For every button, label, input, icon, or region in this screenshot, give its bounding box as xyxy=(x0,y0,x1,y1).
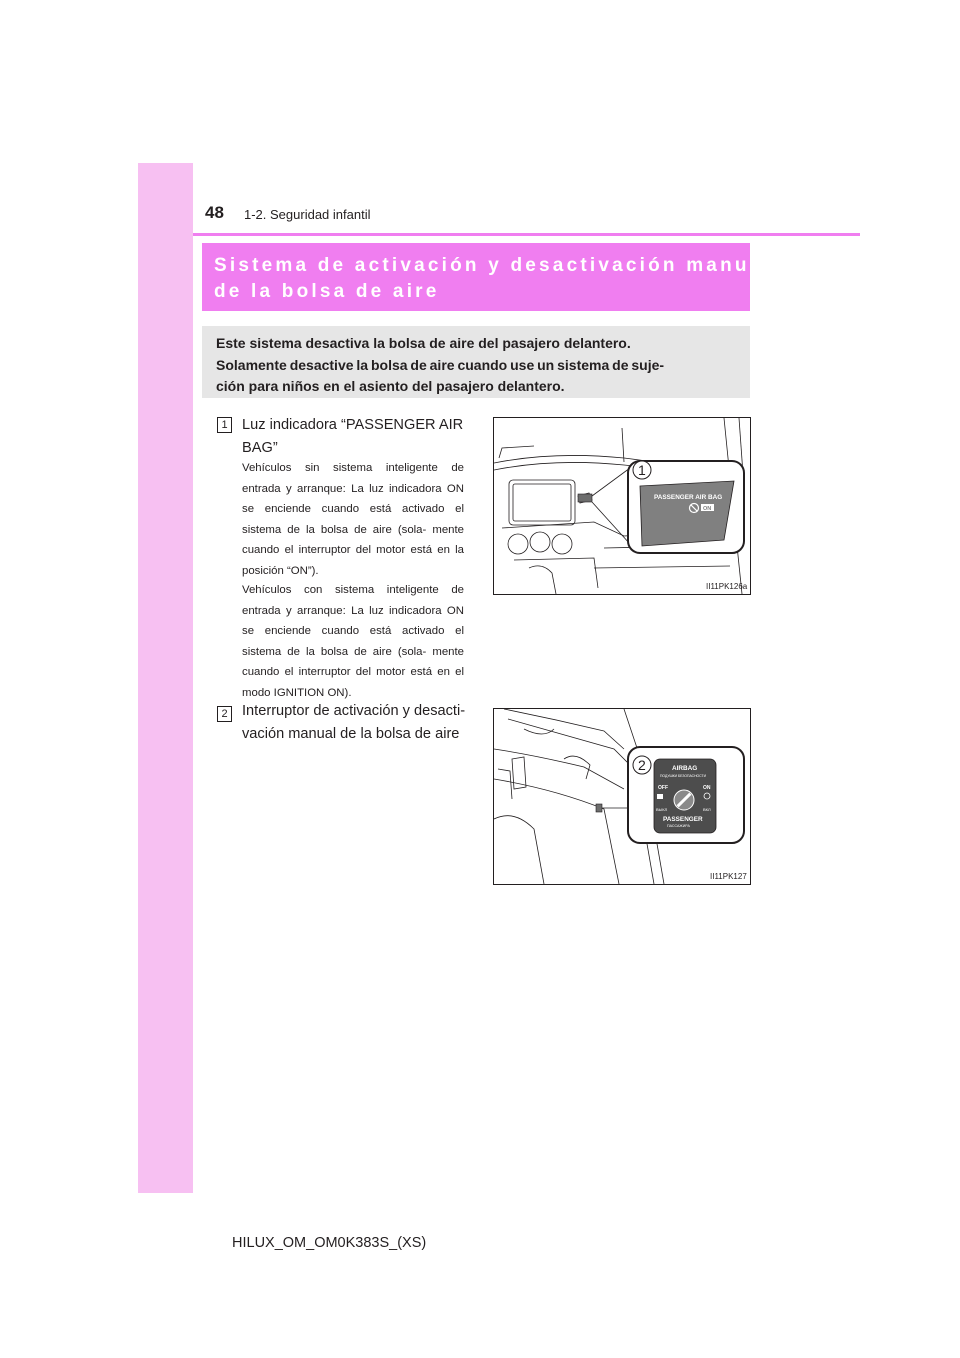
page-number: 48 xyxy=(205,203,224,222)
item-paragraph: Vehículos con sistema inteligente de entrada y arranque: La luz indicadora ON se enciende cuando está activado el sistema de la bolsa de aire (sola- mente cuando el interruptor del motor está en el modo IGNITION ON). xyxy=(242,584,464,699)
figure-code: II11PK127 xyxy=(710,872,747,881)
figure-code: II11PK126a xyxy=(706,582,748,591)
item-paragraph: Vehículos sin sistema inteligente de entrada y arranque: La luz indicadora ON se enciende cuando está activado el sistema de la bolsa de aire (sola- mente cuando el interruptor del motor está en la posición “ON”). xyxy=(242,462,464,577)
heading-line-2: de la bolsa de aire xyxy=(214,281,440,302)
intro-line-3: ción para niños en el asiento del pasajero delantero. xyxy=(216,378,565,394)
switch-passenger-ru-label: ПАССАЖИРА xyxy=(667,824,690,828)
item-title-line-2: BAG” xyxy=(242,440,278,456)
glovebox-drawing xyxy=(494,709,750,884)
dashboard-illustration xyxy=(493,417,751,595)
switch-airbag-ru-label: ПОДУШКИ БЕЗОПАСНОСТИ xyxy=(660,774,707,778)
dashboard-drawing xyxy=(494,418,750,594)
switch-off-ru-label: ВЫКЛ xyxy=(656,807,668,812)
document-code: HILUX_OM_OM0K383S_(XS) xyxy=(232,1235,427,1251)
airbag-off-icon xyxy=(657,794,663,799)
intro-line-2: Solamente desactive la bolsa de aire cuando use un sistema de suje- xyxy=(216,357,665,373)
item-title-line-1: Luz indicadora “PASSENGER AIR xyxy=(242,417,464,433)
heading-line-1: Sistema de activación y desactivación manual xyxy=(214,255,772,276)
intro-line-1: Este sistema desactiva la bolsa de aire del pasajero delantero. xyxy=(216,335,631,351)
item-number-badge: 2 xyxy=(217,706,232,722)
switch-on-label: ON xyxy=(703,785,711,791)
header-rule xyxy=(193,233,860,236)
side-tab-bar xyxy=(138,163,193,1193)
section-title: 1-2. Seguridad infantil xyxy=(244,207,371,222)
switch-passenger-label: PASSENGER xyxy=(663,816,703,823)
airbag-panel-label: PASSENGER AIR BAG xyxy=(654,494,723,501)
item-title-line-2: vación manual de la bolsa de aire xyxy=(242,726,460,742)
glovebox-illustration xyxy=(493,708,751,885)
figure-callout-number: 1 xyxy=(638,462,646,478)
switch-off-label: OFF xyxy=(658,785,668,791)
item-number-badge: 1 xyxy=(217,417,232,433)
switch-airbag-label: AIRBAG xyxy=(672,765,698,772)
item-title-line-1: Interruptor de activación y desacti- xyxy=(242,703,466,719)
indicator-on-label: ON xyxy=(703,506,712,512)
intro-box xyxy=(202,326,750,398)
heading-box xyxy=(202,243,772,311)
switch-on-ru-label: ВКЛ xyxy=(703,807,711,812)
figure-callout-number: 2 xyxy=(638,757,646,773)
